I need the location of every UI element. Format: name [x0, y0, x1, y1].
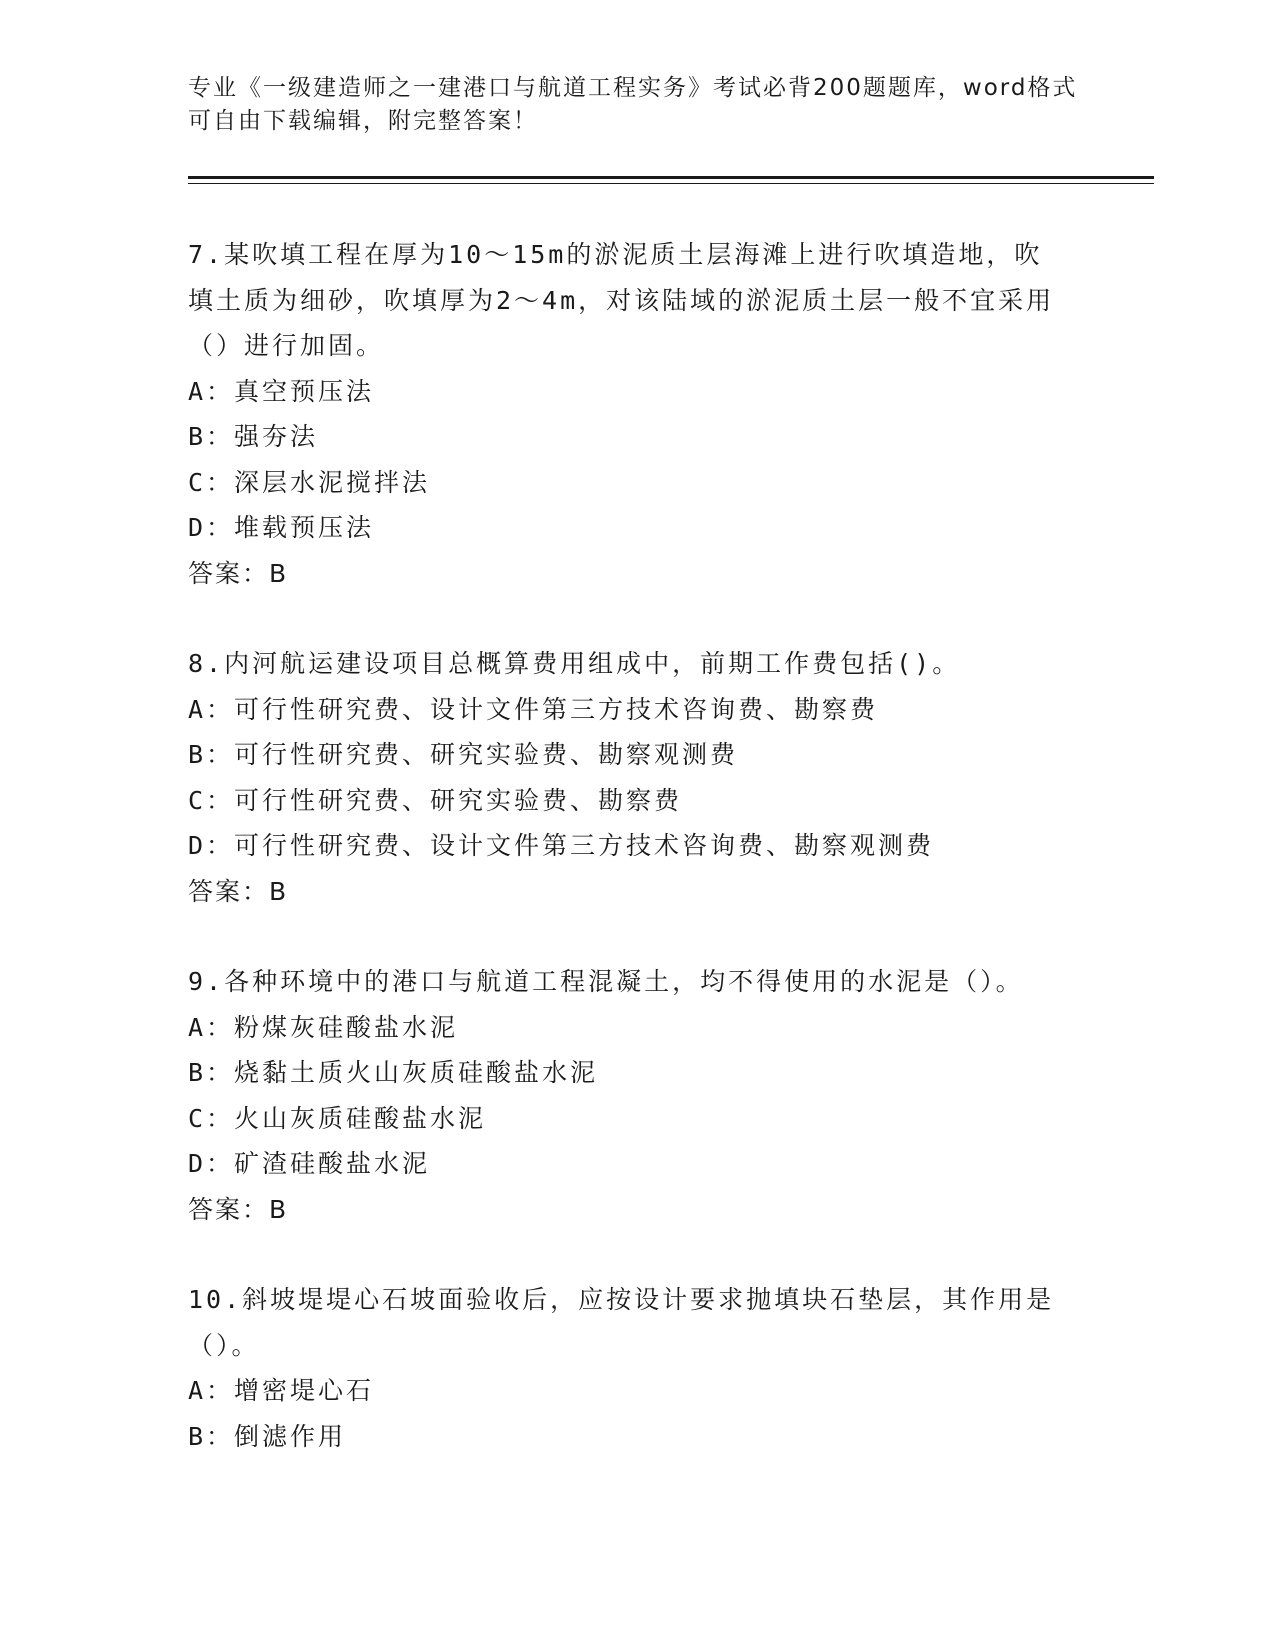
option-b: B：可行性研究费、研究实验费、勘察观测费	[188, 740, 739, 769]
option-a: A：粉煤灰硅酸盐水泥	[188, 1012, 459, 1042]
answer: 答案：B	[188, 876, 289, 906]
option-b: B：烧黏土质火山灰质硅酸盐水泥	[188, 1058, 599, 1087]
question-text: 填土质为细砂，吹填厚为2～4m，对该陆域的淤泥质土层一般不宜采用	[188, 285, 1055, 315]
question-10	[188, 1277, 1108, 1459]
question-text: 8.内河航运建设项目总概算费用组成中，前期工作费包括()。	[188, 649, 961, 678]
option-a: A：真空预压法	[188, 376, 375, 406]
question-8	[188, 641, 1108, 914]
option-a: A：可行性研究费、设计文件第三方技术咨询费、勘察费	[188, 694, 879, 724]
question-list	[188, 232, 1108, 1459]
option-d: D：堆载预压法	[188, 513, 375, 542]
header-divider-thick	[188, 176, 1154, 179]
question-spacer	[188, 914, 1108, 959]
header-line-2: 可自由下载编辑，附完整答案！	[188, 108, 538, 134]
question-text: 10.斜坡堤堤心石坡面验收后，应按设计要求抛填块石垫层，其作用是	[188, 1285, 1055, 1314]
option-b: B：倒滤作用	[188, 1421, 347, 1451]
question-text: 7.某吹填工程在厚为10～15m的淤泥质土层海滩上进行吹填造地，吹	[188, 240, 1043, 269]
answer: 答案：B	[188, 1194, 289, 1224]
question-spacer	[188, 596, 1108, 641]
question-7	[188, 232, 1108, 596]
option-a: A：增密堤心石	[188, 1376, 375, 1405]
option-d: D：可行性研究费、设计文件第三方技术咨询费、勘察观测费	[188, 831, 935, 860]
header-line-1: 专业《一级建造师之一建港口与航道工程实务》考试必背200题题库，word格式	[188, 75, 1078, 101]
option-b: B：强夯法	[188, 422, 319, 451]
answer: 答案：B	[188, 558, 289, 588]
header-divider-thin	[188, 183, 1154, 184]
option-d: D：矿渣硅酸盐水泥	[188, 1149, 431, 1178]
document-header	[188, 72, 1108, 138]
question-9	[188, 959, 1108, 1232]
question-text: （）。	[188, 1330, 260, 1360]
question-text: 9.各种环境中的港口与航道工程混凝土，均不得使用的水泥是（）。	[188, 967, 1024, 996]
option-c: C：火山灰质硅酸盐水泥	[188, 1103, 487, 1133]
question-text: （）进行加固。	[188, 331, 385, 360]
option-c: C：可行性研究费、研究实验费、勘察费	[188, 785, 683, 815]
option-c: C：深层水泥搅拌法	[188, 467, 431, 497]
question-spacer	[188, 1232, 1108, 1277]
